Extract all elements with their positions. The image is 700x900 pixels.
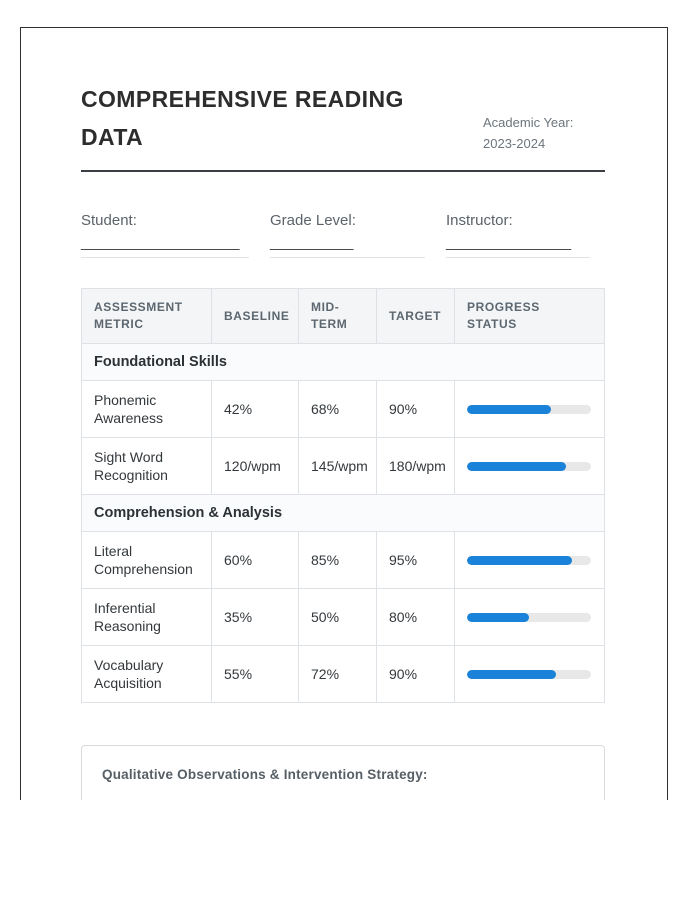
col-header-baseline: BASELINE	[212, 289, 299, 344]
assessment-table	[81, 288, 605, 703]
progress-cell	[455, 646, 605, 703]
target-cell: 90%	[377, 646, 455, 703]
col-header-progress-status: PROGRESS STATUS	[455, 289, 605, 344]
page-title: COMPREHENSIVE READING DATA	[81, 86, 404, 150]
progress-bar	[467, 462, 591, 471]
progress-fill	[467, 613, 529, 622]
baseline-cell: 42%	[212, 381, 299, 438]
academic-year-label: Academic Year: 2023-2024	[483, 115, 574, 151]
target-cell: 180/wpm	[377, 438, 455, 495]
baseline-cell: 120/wpm	[212, 438, 299, 495]
instructor-label: Instructor:	[446, 212, 513, 229]
instructor-field[interactable]	[446, 210, 590, 258]
document-page	[20, 27, 668, 800]
metric-cell: Sight Word Recognition	[82, 438, 212, 495]
observations-box[interactable]	[81, 745, 605, 800]
progress-bar	[467, 405, 591, 414]
progress-cell	[455, 438, 605, 495]
progress-fill	[467, 670, 556, 679]
midterm-cell: 85%	[299, 532, 377, 589]
table-row	[82, 438, 605, 495]
midterm-cell: 72%	[299, 646, 377, 703]
target-cell: 90%	[377, 381, 455, 438]
progress-fill	[467, 462, 566, 471]
observations-label: Qualitative Observations & Intervention Strategy:	[102, 767, 428, 782]
student-field[interactable]	[81, 210, 249, 258]
section-title: Comprehension & Analysis	[82, 495, 605, 532]
progress-bar	[467, 556, 591, 565]
grade-level-blank-line[interactable]: __________	[270, 234, 354, 251]
col-header-assessment-metric: ASSESSMENT METRIC	[82, 289, 212, 344]
metric-cell: Inferential Reasoning	[82, 589, 212, 646]
progress-fill	[467, 556, 572, 565]
metric-cell: Phonemic Awareness	[82, 381, 212, 438]
table-row	[82, 381, 605, 438]
target-cell: 95%	[377, 532, 455, 589]
baseline-cell: 60%	[212, 532, 299, 589]
table-row	[82, 589, 605, 646]
section-row	[82, 495, 605, 532]
instructor-blank-line[interactable]: _______________	[446, 234, 572, 251]
section-title: Foundational Skills	[82, 344, 605, 381]
document-header	[81, 80, 605, 156]
student-label: Student:	[81, 212, 137, 229]
table-row	[82, 646, 605, 703]
midterm-cell: 50%	[299, 589, 377, 646]
col-header-target: TARGET	[377, 289, 455, 344]
midterm-cell: 145/wpm	[299, 438, 377, 495]
midterm-cell: 68%	[299, 381, 377, 438]
target-cell: 80%	[377, 589, 455, 646]
progress-fill	[467, 405, 551, 414]
table-header-row	[82, 289, 605, 344]
baseline-cell: 35%	[212, 589, 299, 646]
progress-bar	[467, 613, 591, 622]
metric-cell: Literal Comprehension	[82, 532, 212, 589]
grade-level-field[interactable]	[270, 210, 425, 258]
baseline-cell: 55%	[212, 646, 299, 703]
col-header-mid-term: MID-TERM	[299, 289, 377, 344]
progress-cell	[455, 532, 605, 589]
section-row	[82, 344, 605, 381]
table-row	[82, 532, 605, 589]
metric-cell: Vocabulary Acquisition	[82, 646, 212, 703]
student-blank-line[interactable]: ___________________	[81, 234, 240, 251]
grade-level-label: Grade Level:	[270, 212, 356, 229]
progress-bar	[467, 670, 591, 679]
progress-cell	[455, 589, 605, 646]
header-divider	[81, 170, 605, 172]
student-info-row	[81, 210, 605, 258]
progress-cell	[455, 381, 605, 438]
